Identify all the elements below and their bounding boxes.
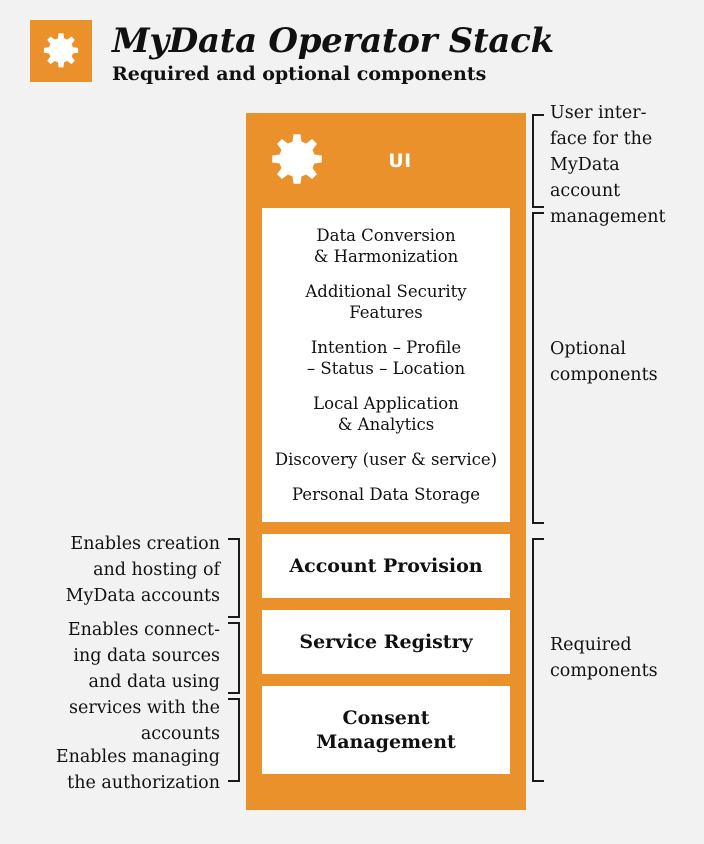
annotation-line: components [550,365,658,385]
gear-icon [268,131,326,194]
annotation-line: Enables connect- [67,620,220,640]
bracket-ui [532,114,544,208]
bracket-required [532,538,544,782]
page-title: MyData Operator Stack [112,21,554,61]
optional-components-panel [262,208,510,522]
account-provision-annotation [30,531,220,609]
optional-component-item [268,386,504,442]
optional-component-line: Discovery (user & service) [274,450,498,469]
bracket-service-registry [228,622,240,694]
required-components-panel [262,534,510,774]
required-component-line: Account Provision [289,555,483,577]
annotation-line: MyData [550,155,620,175]
ui-label: UI [388,149,412,172]
operator-stack [246,113,526,810]
brand-badge [30,20,92,82]
annotation-line: account [550,181,621,201]
bracket-consent-management [228,698,240,782]
header-text [112,20,554,86]
annotation-line: Optional [550,339,627,359]
optional-component-line: Additional Security [305,282,467,301]
optional-component-line: & Analytics [337,415,435,434]
annotation-line: Required [550,635,632,655]
optional-component-item [268,218,504,274]
required-component-account-provision [262,534,510,598]
required-component-line: Service Registry [299,631,473,653]
ui-band [246,113,526,208]
annotation-line: Enables managing [55,747,220,767]
optional-component-line: – Status – Location [306,359,466,378]
annotation-line: components [550,661,658,681]
required-annotation [550,632,700,684]
annotation-line: accounts [140,724,220,744]
required-component-line: Consent [342,707,430,729]
optional-component-line: Local Application [313,394,459,413]
optional-component-item [268,330,504,386]
required-component-consent-management [262,686,510,774]
optional-component-line: Intention – Profile [310,338,462,357]
annotation-line: and data using [88,672,220,692]
optional-component-item [268,274,504,330]
header [30,20,554,86]
optional-component-item [268,442,504,477]
annotation-line: Enables creation [70,534,220,554]
annotation-line: ing data sources [73,646,220,666]
annotation-line: MyData accounts [65,586,220,606]
gear-icon [41,31,81,71]
required-component-line: Management [316,731,456,753]
annotation-line: User inter- [550,103,647,123]
optional-annotation [550,336,700,388]
bracket-account-provision [228,538,240,618]
optional-component-item [268,477,504,512]
optional-component-line: Features [349,303,423,322]
annotation-line: the authorization [67,773,220,793]
annotation-line: management [550,207,666,227]
optional-component-line: & Harmonization [313,247,459,266]
bracket-optional [532,212,544,524]
page-subtitle: Required and optional components [112,63,487,85]
consent-management-annotation [30,744,220,796]
annotation-line: and hosting of [93,560,220,580]
optional-component-line: Data Conversion [316,226,456,245]
optional-component-line: Personal Data Storage [291,485,481,504]
ui-annotation [550,100,702,230]
service-registry-annotation [30,617,220,747]
required-component-service-registry [262,610,510,674]
annotation-line: face for the [550,129,653,149]
annotation-line: services with the [69,698,220,718]
